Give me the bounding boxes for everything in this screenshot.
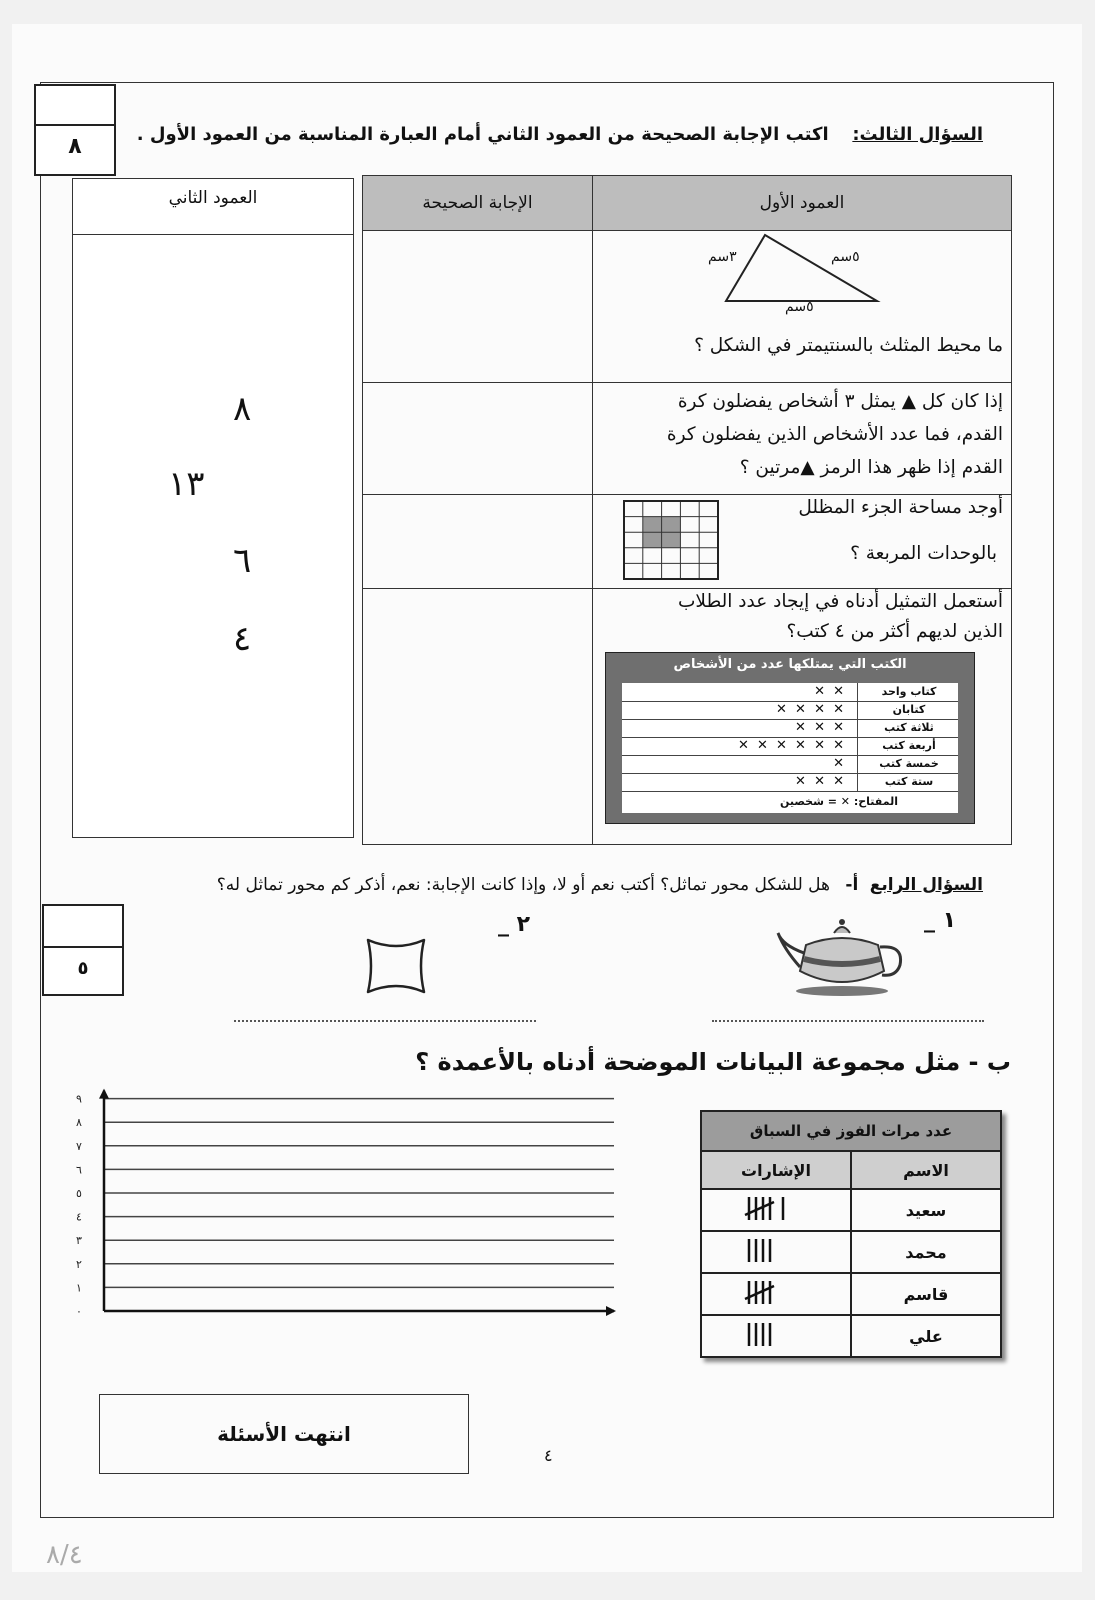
y-tick-label: ٩ xyxy=(76,1092,82,1106)
answer-cell-2[interactable] xyxy=(363,383,593,495)
answer-line-2[interactable] xyxy=(234,1020,536,1022)
answer-cell-4[interactable] xyxy=(363,589,593,845)
race-table-name-header: الاسم xyxy=(851,1151,1001,1189)
books-chart-row xyxy=(622,683,958,702)
item-4-cell xyxy=(593,589,1012,845)
y-tick-label: ٣ xyxy=(76,1234,82,1248)
option-1: ٨ xyxy=(233,389,252,429)
y-tick-label: ٥ xyxy=(76,1187,82,1200)
y-tick-label: ٠ xyxy=(76,1305,82,1318)
tally-marks-icon xyxy=(741,1277,811,1307)
option-2: ١٣ xyxy=(168,464,205,504)
y-tick-label: ٤ xyxy=(76,1210,82,1224)
books-row-label: خمسة كتب xyxy=(879,757,939,770)
race-row-tally xyxy=(701,1231,851,1273)
curved-shape-figure xyxy=(360,934,432,998)
q4-title: السؤال الرابع xyxy=(869,875,983,895)
books-row-marks: ✕ ✕ xyxy=(814,684,846,699)
race-tally-table xyxy=(700,1110,1002,1358)
q3-title: السؤال الثالث: xyxy=(852,124,983,145)
q4-part-a-label: أ- xyxy=(845,875,859,895)
books-row-label: أربعة كتب xyxy=(882,739,936,752)
books-chart-row xyxy=(622,719,958,738)
race-table-row xyxy=(701,1231,1001,1273)
triangle-symbol-icon: ▲ xyxy=(901,391,916,412)
answer-header: الإجابة الصحيحة xyxy=(363,176,593,231)
q3-score-box xyxy=(34,84,116,176)
q4-score: ٥ xyxy=(77,958,89,979)
books-row-label: كتاب واحد xyxy=(881,685,937,698)
option-3: ٦ xyxy=(233,541,252,581)
item-2-line-1: إذا كان كل ▲ يمثل ٣ أشخاص يفضلون كرة xyxy=(677,391,1003,412)
answer-cell-3[interactable] xyxy=(363,495,593,589)
shaded-grid-figure xyxy=(623,500,719,580)
triangle-figure xyxy=(703,231,963,326)
books-chart xyxy=(605,652,975,824)
books-row-marks: ✕ xyxy=(833,756,846,771)
books-row-label: ستة كتب xyxy=(884,775,934,788)
q3-heading xyxy=(137,124,983,145)
books-row-marks: ✕ ✕ ✕ xyxy=(795,774,846,789)
books-chart-divider xyxy=(857,683,858,791)
tally-marks-icon xyxy=(741,1193,811,1223)
empty-bar-chart xyxy=(66,1085,626,1335)
q4-score-box xyxy=(42,904,124,996)
figure-1-label: ١ _ xyxy=(924,908,957,933)
item-3-line-2: بالوحدات المربعة ؟ xyxy=(850,543,997,564)
end-of-questions-box: انتهت الأسئلة xyxy=(99,1394,469,1474)
x-axis-arrow xyxy=(606,1306,616,1316)
books-row-marks: ✕ ✕ ✕ ✕ ✕ ✕ xyxy=(737,738,846,753)
column-one-header: العمود الأول xyxy=(593,176,1012,231)
column-two-box xyxy=(72,178,354,838)
y-tick-label: ٨ xyxy=(76,1116,82,1130)
item-1-cell xyxy=(593,231,1012,383)
books-chart-title: الكتب التي يمتلكها عدد من الأشخاص xyxy=(673,657,907,672)
column-two-header: العمود الثاني xyxy=(73,179,353,235)
item-4-line-2: الذين لديهم أكثر من ٤ كتب؟ xyxy=(786,621,1003,642)
corner-page-mark: ٨/٤ xyxy=(46,1540,83,1570)
answer-line-1[interactable] xyxy=(712,1020,984,1022)
books-chart-row xyxy=(622,737,958,756)
books-chart-table xyxy=(622,683,958,813)
race-row-name: سعيد xyxy=(851,1189,1001,1231)
item-2-line-2: القدم، فما عدد الأشخاص الذين يفضلون كرة xyxy=(666,424,1003,445)
q3-table xyxy=(362,175,1012,845)
race-row-tally xyxy=(701,1315,851,1357)
race-row-tally xyxy=(701,1189,851,1231)
q3-score: ٨ xyxy=(68,134,82,159)
option-4: ٤ xyxy=(233,619,252,659)
books-chart-key: المفتاح: ✕ = شخصين xyxy=(779,795,898,808)
y-tick-label: ٢ xyxy=(76,1257,82,1271)
y-tick-label: ٧ xyxy=(76,1139,82,1153)
q3-instruction: اكتب الإجابة الصحيحة من العمود الثاني أمام العبارة المناسبة من العمود الأول . xyxy=(136,124,829,145)
books-chart-row xyxy=(622,701,958,720)
q4-part-a-text: هل للشكل محور تماثل؟ أكتب نعم أو لا، وإذا كانت الإجابة: نعم، أذكر كم محور تماثل له؟ xyxy=(216,875,831,895)
answer-cell-1[interactable] xyxy=(363,231,593,383)
y-tick-label: ٦ xyxy=(76,1163,82,1177)
race-table-row xyxy=(701,1189,1001,1231)
item-2-cell xyxy=(593,383,1012,495)
item-3-cell xyxy=(593,495,1012,589)
books-row-label: ثلاثة كتب xyxy=(884,721,934,734)
item-2-line-3: القدم إذا ظهر هذا الرمز ▲مرتين ؟ xyxy=(739,457,1003,478)
race-table-title: عدد مرات الفوز في السباق xyxy=(701,1111,1001,1151)
teapot-icon xyxy=(776,915,906,997)
books-chart-row xyxy=(622,773,958,792)
race-table-row xyxy=(701,1315,1001,1357)
race-row-name: قاسم xyxy=(851,1273,1001,1315)
books-row-label: كتابان xyxy=(892,703,926,716)
tally-marks-icon xyxy=(741,1319,811,1349)
q4-part-b-text: ب - مثل مجموعة البيانات الموضحة أدناه بالأعمدة ؟ xyxy=(415,1048,1011,1076)
race-table-tally-header: الإشارات xyxy=(701,1151,851,1189)
race-row-name: محمد xyxy=(851,1231,1001,1273)
race-table-row xyxy=(701,1273,1001,1315)
race-row-tally xyxy=(701,1273,851,1315)
y-axis-arrow xyxy=(99,1089,109,1099)
triangle-side-right: ٥سم xyxy=(831,249,860,265)
q4-heading xyxy=(217,875,983,895)
y-tick-label: ١ xyxy=(76,1281,82,1295)
triangle-side-left: ٣سم xyxy=(708,249,737,265)
triangle-side-bottom: ٥سم xyxy=(785,299,814,315)
books-row-marks: ✕ ✕ ✕ xyxy=(795,720,846,735)
books-row-marks: ✕ ✕ ✕ ✕ xyxy=(776,702,846,717)
item-3-line-1: أوجد مساحة الجزء المظلل xyxy=(798,497,1003,518)
item-1-text: ما محيط المثلث بالسنتيمتر في الشكل ؟ xyxy=(694,335,1003,356)
triangle-symbol-icon-2: ▲ xyxy=(800,457,815,478)
figure-2-label: ٢ _ xyxy=(498,912,531,937)
tally-marks-icon xyxy=(741,1235,811,1265)
books-chart-row xyxy=(622,755,958,774)
race-row-name: علي xyxy=(851,1315,1001,1357)
page-number: ٤ xyxy=(544,1446,553,1465)
item-4-line-1: أستعمل التمثيل أدناه في إيجاد عدد الطلاب xyxy=(678,591,1003,612)
